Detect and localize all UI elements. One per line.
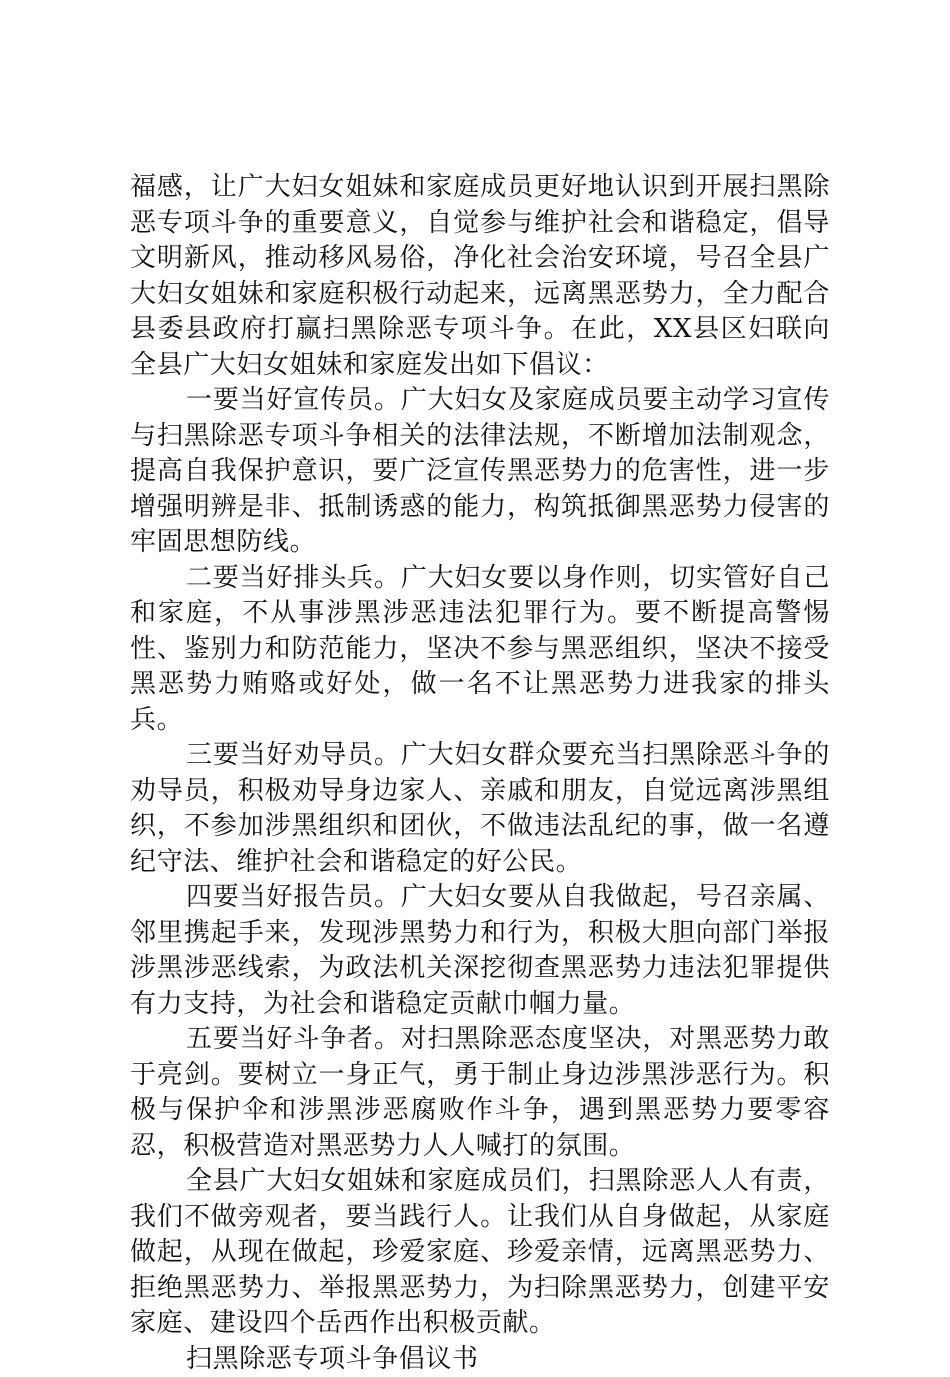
paragraph-reporter: 四要当好报告员。广大妇女要从自我做起，号召亲属、邻里携起手来，发现涉黑势力和行为，积极大胆向部门举报涉黑涉恶线索，为政法机关深挖彻查黑恶势力违法犯罪提供有力支持，为社会和谐稳定贡献巾帼力量。 [130, 880, 830, 1022]
paragraph-propagandist: 一要当好宣传员。广大妇女及家庭成员要主动学习宣传与扫黑除恶专项斗争相关的法律法规，不断增加法制观念，提高自我保护意识，要广泛宣传黑恶势力的危害性，进一步增强明辨是非、抵制诱惑的能力，构筑抵御黑恶势力侵害的牢固思想防线。 [130, 383, 830, 561]
paragraph-vanguard: 二要当好排头兵。广大妇女要以身作则，切实管好自己和家庭，不从事涉黑涉恶违法犯罪行为。要不断提高警惕性、鉴别力和防范能力，坚决不参与黑恶组织，坚决不接受黑恶势力贿赂或好处，做一名不让黑恶势力进我家的排头兵。 [130, 561, 830, 739]
document-page [130, 170, 830, 1377]
paragraph-fighter: 五要当好斗争者。对扫黑除恶态度坚决，对黑恶势力敢于亮剑。要树立一身正气，勇于制止身边涉黑涉恶行为。积极与保护伞和涉黑涉恶腐败作斗争，遇到黑恶势力要零容忍，积极营造对黑恶势力人人喊打的氛围。 [130, 1022, 830, 1164]
document-footer-title: 扫黑除恶专项斗争倡议书 [130, 1342, 830, 1377]
paragraph-closing-call: 全县广大妇女姐妹和家庭成员们，扫黑除恶人人有责，我们不做旁观者，要当践行人。让我们从自身做起，从家庭做起，从现在做起，珍爱家庭、珍爱亲情，远离黑恶势力、拒绝黑恶势力、举报黑恶势力，为扫除黑恶势力，创建平安家庭、建设四个岳西作出积极贡献。 [130, 1164, 830, 1342]
paragraph-persuader: 三要当好劝导员。广大妇女群众要充当扫黑除恶斗争的劝导员，积极劝导身边家人、亲戚和朋友，自觉远离涉黑组织，不参加涉黑组织和团伙，不做违法乱纪的事，做一名遵纪守法、维护社会和谐稳定的好公民。 [130, 738, 830, 880]
paragraph-intro-continued: 福感，让广大妇女姐妹和家庭成员更好地认识到开展扫黑除恶专项斗争的重要意义，自觉参与维护社会和谐稳定，倡导文明新风，推动移风易俗，净化社会治安环境，号召全县广大妇女姐妹和家庭积极行动起来，远离黑恶势力，全力配合县委县政府打赢扫黑除恶专项斗争。在此，XX县区妇联向全县广大妇女姐妹和家庭发出如下倡议： [130, 170, 830, 383]
